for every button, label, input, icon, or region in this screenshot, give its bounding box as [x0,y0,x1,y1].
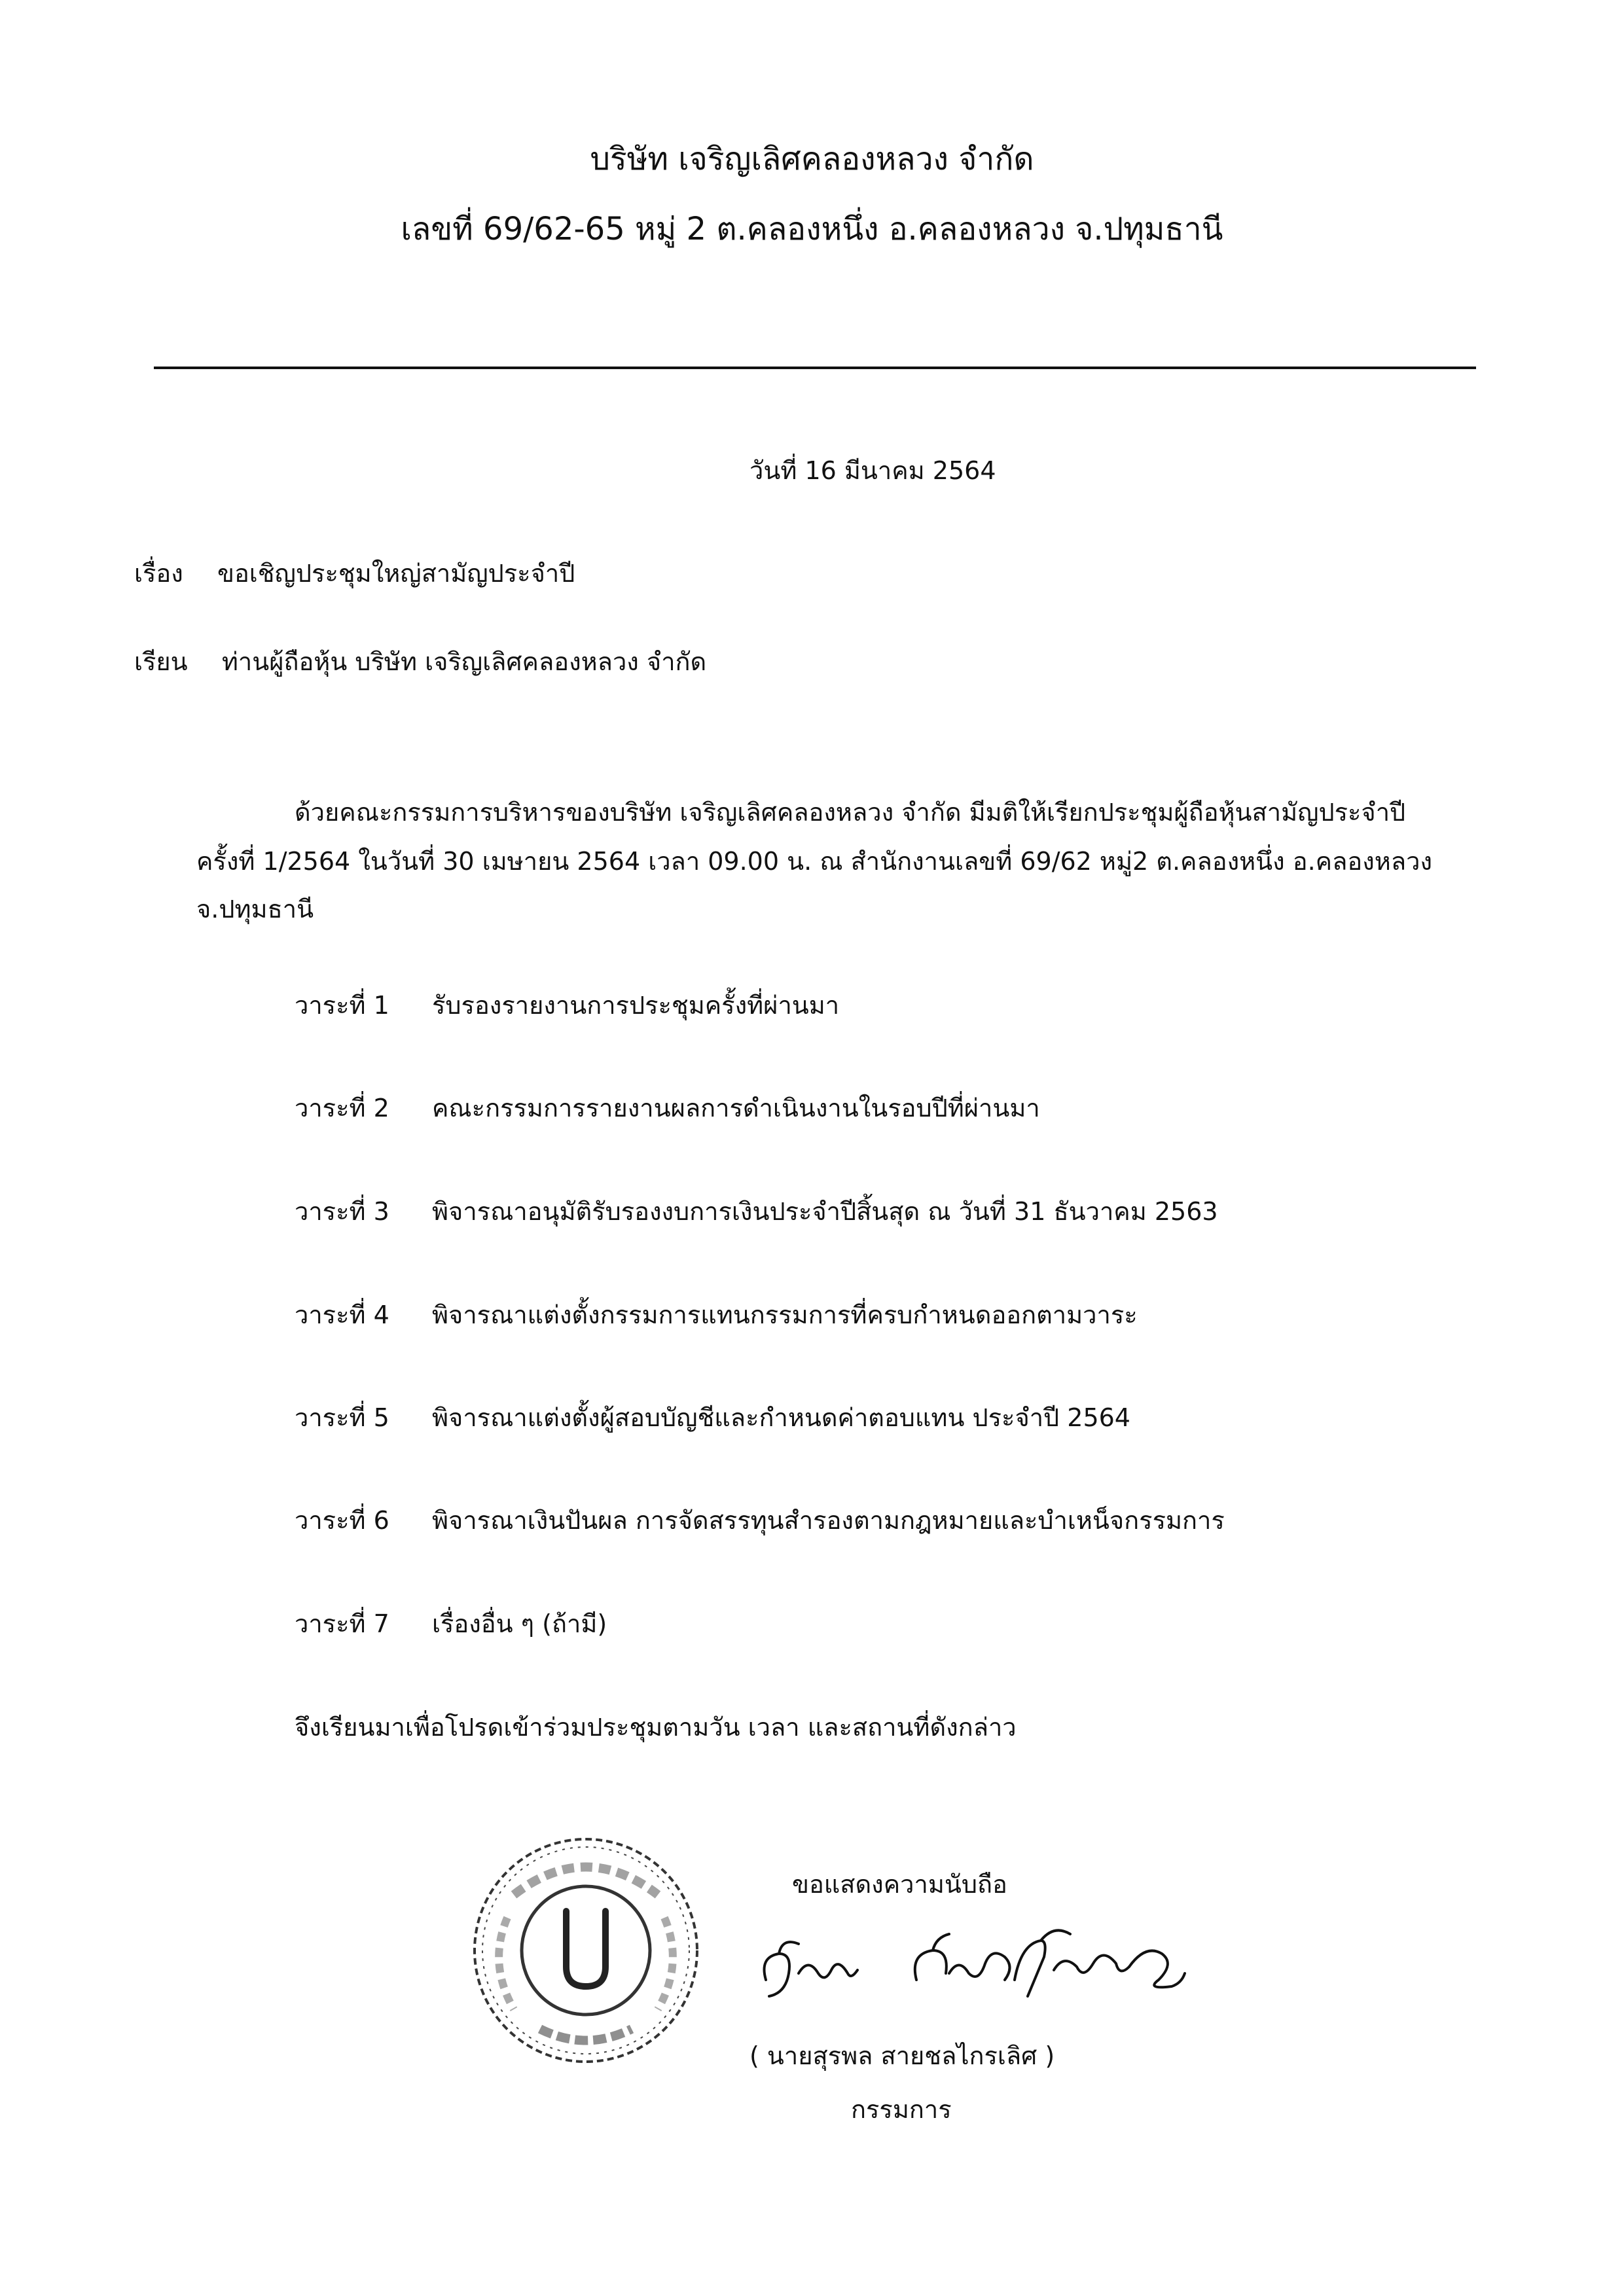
agenda-text: พิจารณาแต่งตั้งผู้สอบบัญชีและกำหนดค่าตอบแทน ประจำปี 2564 [432,1403,1130,1432]
company-seal-stamp-icon [468,1833,704,2068]
agenda-item [295,1397,1130,1437]
handwritten-signature-icon [753,1918,1191,2009]
agenda-text: รับรองรายงานการประชุมครั้งที่ผ่านมา [432,991,840,1020]
agenda-number: วาระที่ 1 [295,991,389,1020]
signatory-name: ( นายสุรพล สายชลไกรเลิศ ) [749,2041,1055,2070]
agenda-text: คณะกรรมการรายงานผลการดำเนินงานในรอบปีที่ผ่านมา [432,1094,1040,1122]
regards-text: ขอแสดงความนับถือ [792,1870,1007,1899]
letter-date: วันที่ 16 มีนาคม 2564 [749,456,996,485]
recipient-line [134,641,706,681]
intro-line-3: จ.ปทุมธานี [196,895,314,924]
recipient-text: ท่านผู้ถือหุ้น บริษัท เจริญเลิศคลองหลวง จำกัด [221,647,707,676]
intro-line-1: ด้วยคณะกรรมการบริหารของบริษัท เจริญเลิศคลองหลวง จำกัด มีมติให้เรียกประชุมผู้ถือหุ้นสามัญประจำปี [295,798,1406,827]
agenda-number: วาระที่ 7 [295,1609,389,1638]
agenda-item [295,985,839,1025]
agenda-item [295,1500,1225,1540]
intro-line-2: ครั้งที่ 1/2564 ในวันที่ 30 เมษายน 2564 เวลา 09.00 น. ณ สำนักงานเลขที่ 69/62 หมู่2 ต.คลองหนึ่ง อ.คลองหลวง [196,847,1432,876]
company-name: บริษัท เจริญเลิศคลองหลวง จำกัด [590,141,1034,177]
agenda-number: วาระที่ 5 [295,1403,389,1432]
agenda-item [295,1191,1218,1231]
agenda-item [295,1604,607,1643]
subject-label: เรื่อง [134,559,183,588]
header-divider [154,367,1476,369]
agenda-number: วาระที่ 2 [295,1094,389,1122]
agenda-number: วาระที่ 6 [295,1506,389,1535]
agenda-number: วาระที่ 4 [295,1300,389,1329]
subject-line [134,553,575,593]
recipient-label: เรียน [134,647,188,676]
agenda-number: วาระที่ 3 [295,1197,389,1226]
company-address: เลขที่ 69/62-65 หมู่ 2 ต.คลองหนึ่ง อ.คลองหลวง จ.ปทุมธานี [401,211,1223,247]
agenda-item [295,1088,1040,1128]
agenda-text: พิจารณาเงินปันผล การจัดสรรทุนสำรองตามกฎหมายและบำเหน็จกรรมการ [432,1506,1225,1535]
closing-sentence: จึงเรียนมาเพื่อโปรดเข้าร่วมประชุมตามวัน เวลา และสถานที่ดังกล่าว [295,1713,1017,1742]
agenda-text: พิจารณาอนุมัติรับรองงบการเงินประจำปีสิ้นสุด ณ วันที่ 31 ธันวาคม 2563 [432,1197,1218,1226]
signatory-position: กรรมการ [851,2095,952,2124]
agenda-text: พิจารณาแต่งตั้งกรรมการแทนกรรมการที่ครบกำหนดออกตามวาระ [432,1300,1138,1329]
subject-text: ขอเชิญประชุมใหญ่สามัญประจำปี [217,559,575,588]
agenda-text: เรื่องอื่น ๆ (ถ้ามี) [432,1609,607,1638]
agenda-item [295,1295,1138,1335]
